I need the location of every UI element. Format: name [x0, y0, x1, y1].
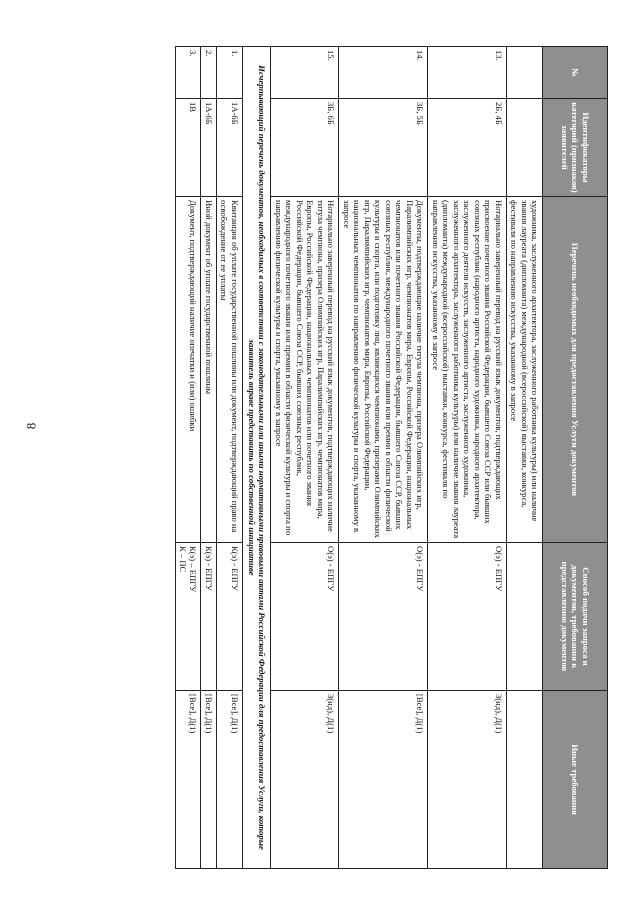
row-ids: 3Б, 5Б: [339, 99, 428, 197]
table-row: [339, 47, 428, 869]
section-title: Исчерпывающий перечень документов, необходимых в соответствии с законодательными или иными нормативными правовыми актами Российской Федерации для предоставления Услуги, которые заявитель вправе представить по собственной инициативе: [242, 47, 270, 869]
row-other: [Все], Д(1): [216, 691, 242, 869]
row-doc: Нотариально заверенный перевод на русский язык документов, подтверждающих наличие титула чемпиона, призера Олимпийских игр, Паралимпийских игр, чемпионатов мира, Европы, Российской Федерации, национальных чемпионатов или почетного звания Российской Федерации, бывшего Союза ССР, бывших союзных республик, международного почетного звания или премии в области физической культуры и спорта по направлению физической культуры и спорта, указанному в запросе: [271, 197, 339, 543]
row-ids: 1В: [175, 99, 201, 197]
row-method: О(э) - ЕПГУ: [271, 543, 339, 691]
continuation-row: [506, 47, 542, 869]
header-num: №: [543, 47, 608, 99]
table-row: [428, 47, 506, 869]
row-num: 1.: [216, 47, 242, 99]
row-num: 2.: [201, 47, 216, 99]
row-ids: 1А-6Б: [216, 99, 242, 197]
row-method: К(э) – ЕПГУ К – ПС: [175, 543, 201, 691]
row-doc: Квитанция об уплате государственной пошлины или документ, подтверждающий право на освобождение от ее уплаты: [216, 197, 242, 543]
row-other: [Все], Д(1): [201, 691, 216, 869]
row-doc: Документы, подтверждающие наличие титула чемпиона, призера Олимпийских игр, Паралимпийских игр, чемпионатов мира, Европы, Российской Федерации, национальных чемпионатов или почетного звания Российской Федерации, бывшего Союза ССР, бывших союзных республик, международного почетного звания или премии в области физической культуры и спорта, или подготовку лиц, являющихся чемпионами, призерами Олимпийских игр, Паралимпийских игр, чемпионатов мира, Европы, Российской Федерации, национальных чемпионатов по направлению физической культуры и спорта, указанному в запросе: [339, 197, 428, 543]
header-submission: Способ подачи запроса и документов, требования к представлению документов: [543, 543, 608, 691]
rotated-table-area: [60, 46, 608, 868]
row-doc: Иной документ об уплате государственной пошлины: [201, 197, 216, 543]
row-method: К(э) - ЕПГУ: [216, 543, 242, 691]
row-other: З(нд), Д(1): [428, 691, 506, 869]
table-row: [175, 47, 201, 869]
continuation-text: художника, заслуженного архитектора, заслуженного работника культуры) или наличие звания лауреата (дипломанта) международной (всероссийской) выставки, конкурса, фестиваля по направлению искусства, указанному в запросе: [506, 197, 542, 543]
row-other: [Все], Д(1): [175, 691, 201, 869]
row-doc: Документ, подтверждающий наличие опечатки и (или) ошибки: [175, 197, 201, 543]
documents-table: [175, 46, 608, 869]
header-documents: Перечень необходимых для предоставления Услуги документов: [543, 197, 608, 543]
table-row: [201, 47, 216, 869]
row-num: 3.: [175, 47, 201, 99]
row-ids: 1А-6Б: [201, 99, 216, 197]
row-num: 15.: [271, 47, 339, 99]
row-method: О(э) - ЕПГУ: [428, 543, 506, 691]
row-num: 13.: [428, 47, 506, 99]
row-other: [Все], Д(1): [339, 691, 428, 869]
row-ids: 3Б, 6Б: [271, 99, 339, 197]
page-number: 8: [23, 422, 39, 430]
section-title-row: [242, 47, 270, 869]
row-method: О(э) - ЕПГУ: [339, 543, 428, 691]
header-row: [543, 47, 608, 869]
row-method: К(э) - ЕПГУ: [201, 543, 216, 691]
row-doc: Нотариально заверенный перевод на русский язык документов, подтверждающих присвоение почетного звания Российской Федерации, бывшего Союза ССР или бывших союзных республик (народного артиста, народного художника, народного архитектора, заслуженного деятеля искусств, заслуженного артиста, заслуженного художника, заслуженного архитектора, заслуженного работника культуры) или наличие звания лауреата (дипломанта) международной (всероссийской) выставки, конкурса, фестиваля по направлению искусства, указанному в запросе: [428, 197, 506, 543]
row-ids: 2Б, 4Б: [428, 99, 506, 197]
table-row: [216, 47, 242, 869]
header-other: Иные требования: [543, 691, 608, 869]
header-identifiers: Идентификаторы категорий (признаков) заявителей: [543, 99, 608, 197]
row-num: 14.: [339, 47, 428, 99]
table-row: [271, 47, 339, 869]
row-other: З(нд), Д(1): [271, 691, 339, 869]
